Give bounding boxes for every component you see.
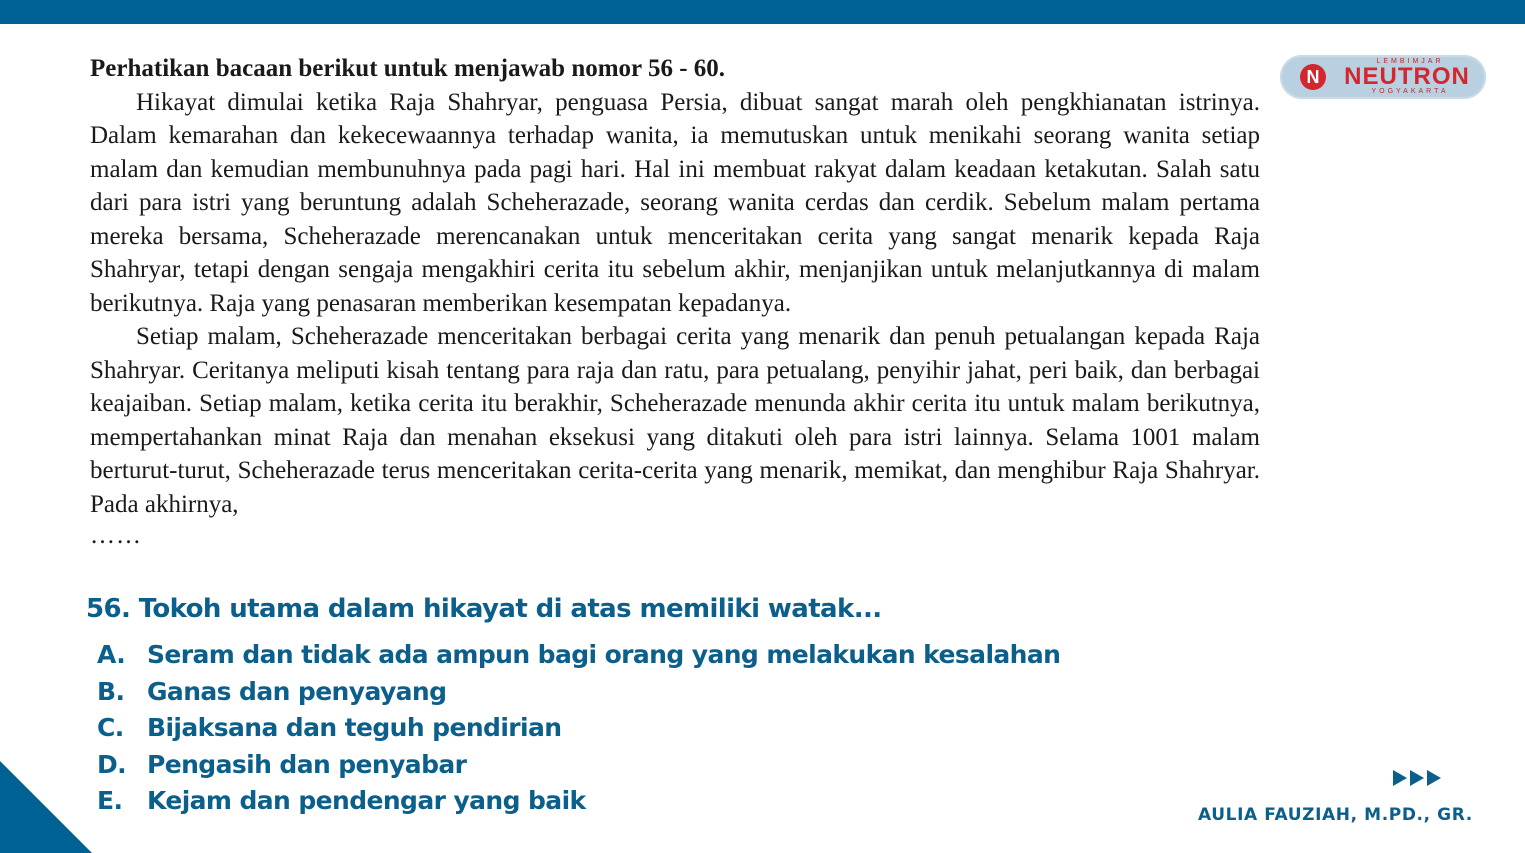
logo-badge-icon [1300,64,1326,90]
passage-ellipsis: …… [90,522,142,549]
passage-paragraph-2: Setiap malam, Scheherazade menceritakan berbagai cerita yang menarik dan penuh petualangan kepada Raja Shahryar. Ceritanya meliputi kisah tentang para raja dan ratu, para petualang, penyihir jahat, peri baik, dan berbagai keajaiban. Setiap malam, ketika cerita itu berakhir, Scheherazade menunda akhir cerita itu untuk malam berikutnya, mempertahankan minat Raja dan menahan eksekusi yang ditakuti oleh para istri lainnya. Selama 1001 malam berturut-turut, Scheherazade terus menceritakan cerita-cerita yang menarik, memikat, dan menghibur Raja Shahryar. Pada akhirnya, [90,323,1260,518]
option-e[interactable] [97,783,1060,820]
option-text: Kejam dan pendengar yang baik [147,786,586,815]
option-letter: A. [97,640,126,669]
option-c[interactable] [97,710,1060,747]
next-arrows-icon[interactable] [1393,769,1443,787]
option-text: Seram dan tidak ada ampun bagi orang yang melakukan kesalahan [147,640,1061,669]
logo-bottom-text: YOGYAKARTA [1371,88,1449,95]
option-b[interactable] [97,674,1060,711]
option-letter: C. [97,713,124,742]
logo-main-text: NEUTRON [1344,63,1470,90]
passage-heading: Perhatikan bacaan berikut untuk menjawab nomor 56 - 60. [90,55,726,82]
logo-badge-letter: N [1306,67,1320,87]
option-letter: D. [97,749,127,779]
option-letter: E. [97,786,123,815]
option-a[interactable] [97,637,1060,674]
option-text: Ganas dan penyayang [147,676,447,706]
author-name: AULIA FAUZIAH, M.PD., GR. [1198,805,1473,825]
corner-triangle-decoration [0,761,92,853]
option-letter: B. [97,676,125,706]
option-text: Pengasih dan penyabar [147,749,467,779]
logo-top-text: LEMBIMJAR [1376,58,1444,65]
option-d[interactable] [97,747,1060,784]
question-text: 56. Tokoh utama dalam hikayat di atas memiliki watak... [86,594,882,624]
top-bar [0,0,1525,24]
reading-passage [90,52,1260,551]
answer-options [97,637,1060,820]
passage-paragraph-1: Hikayat dimulai ketika Raja Shahryar, penguasa Persia, dibuat sangat marah oleh pengkhianatan istrinya. Dalam kemarahan dan kekecewaannya terhadap wanita, ia memutuskan untuk menikahi seorang wanita setiap malam dan kemudian membunuhnya pada pagi hari. Hal ini membuat rakyat dalam keadaan ketakutan. Salah satu dari para istri yang beruntung adalah Scheherazade, seorang wanita cerdas dan cerdik. Sebelum malam pertama mereka bersama, Scheherazade merencanakan untuk menceritakan cerita yang sangat menarik kepada Raja Shahryar, tetapi dengan sengaja mengakhiri cerita itu sebelum akhir, menjanjikan untuk melanjutkannya di malam berikutnya. Raja yang penasaran memberikan kesempatan kepadanya. [90,88,1260,317]
option-text: Bijaksana dan teguh pendirian [147,713,562,742]
neutron-logo [1280,55,1486,99]
